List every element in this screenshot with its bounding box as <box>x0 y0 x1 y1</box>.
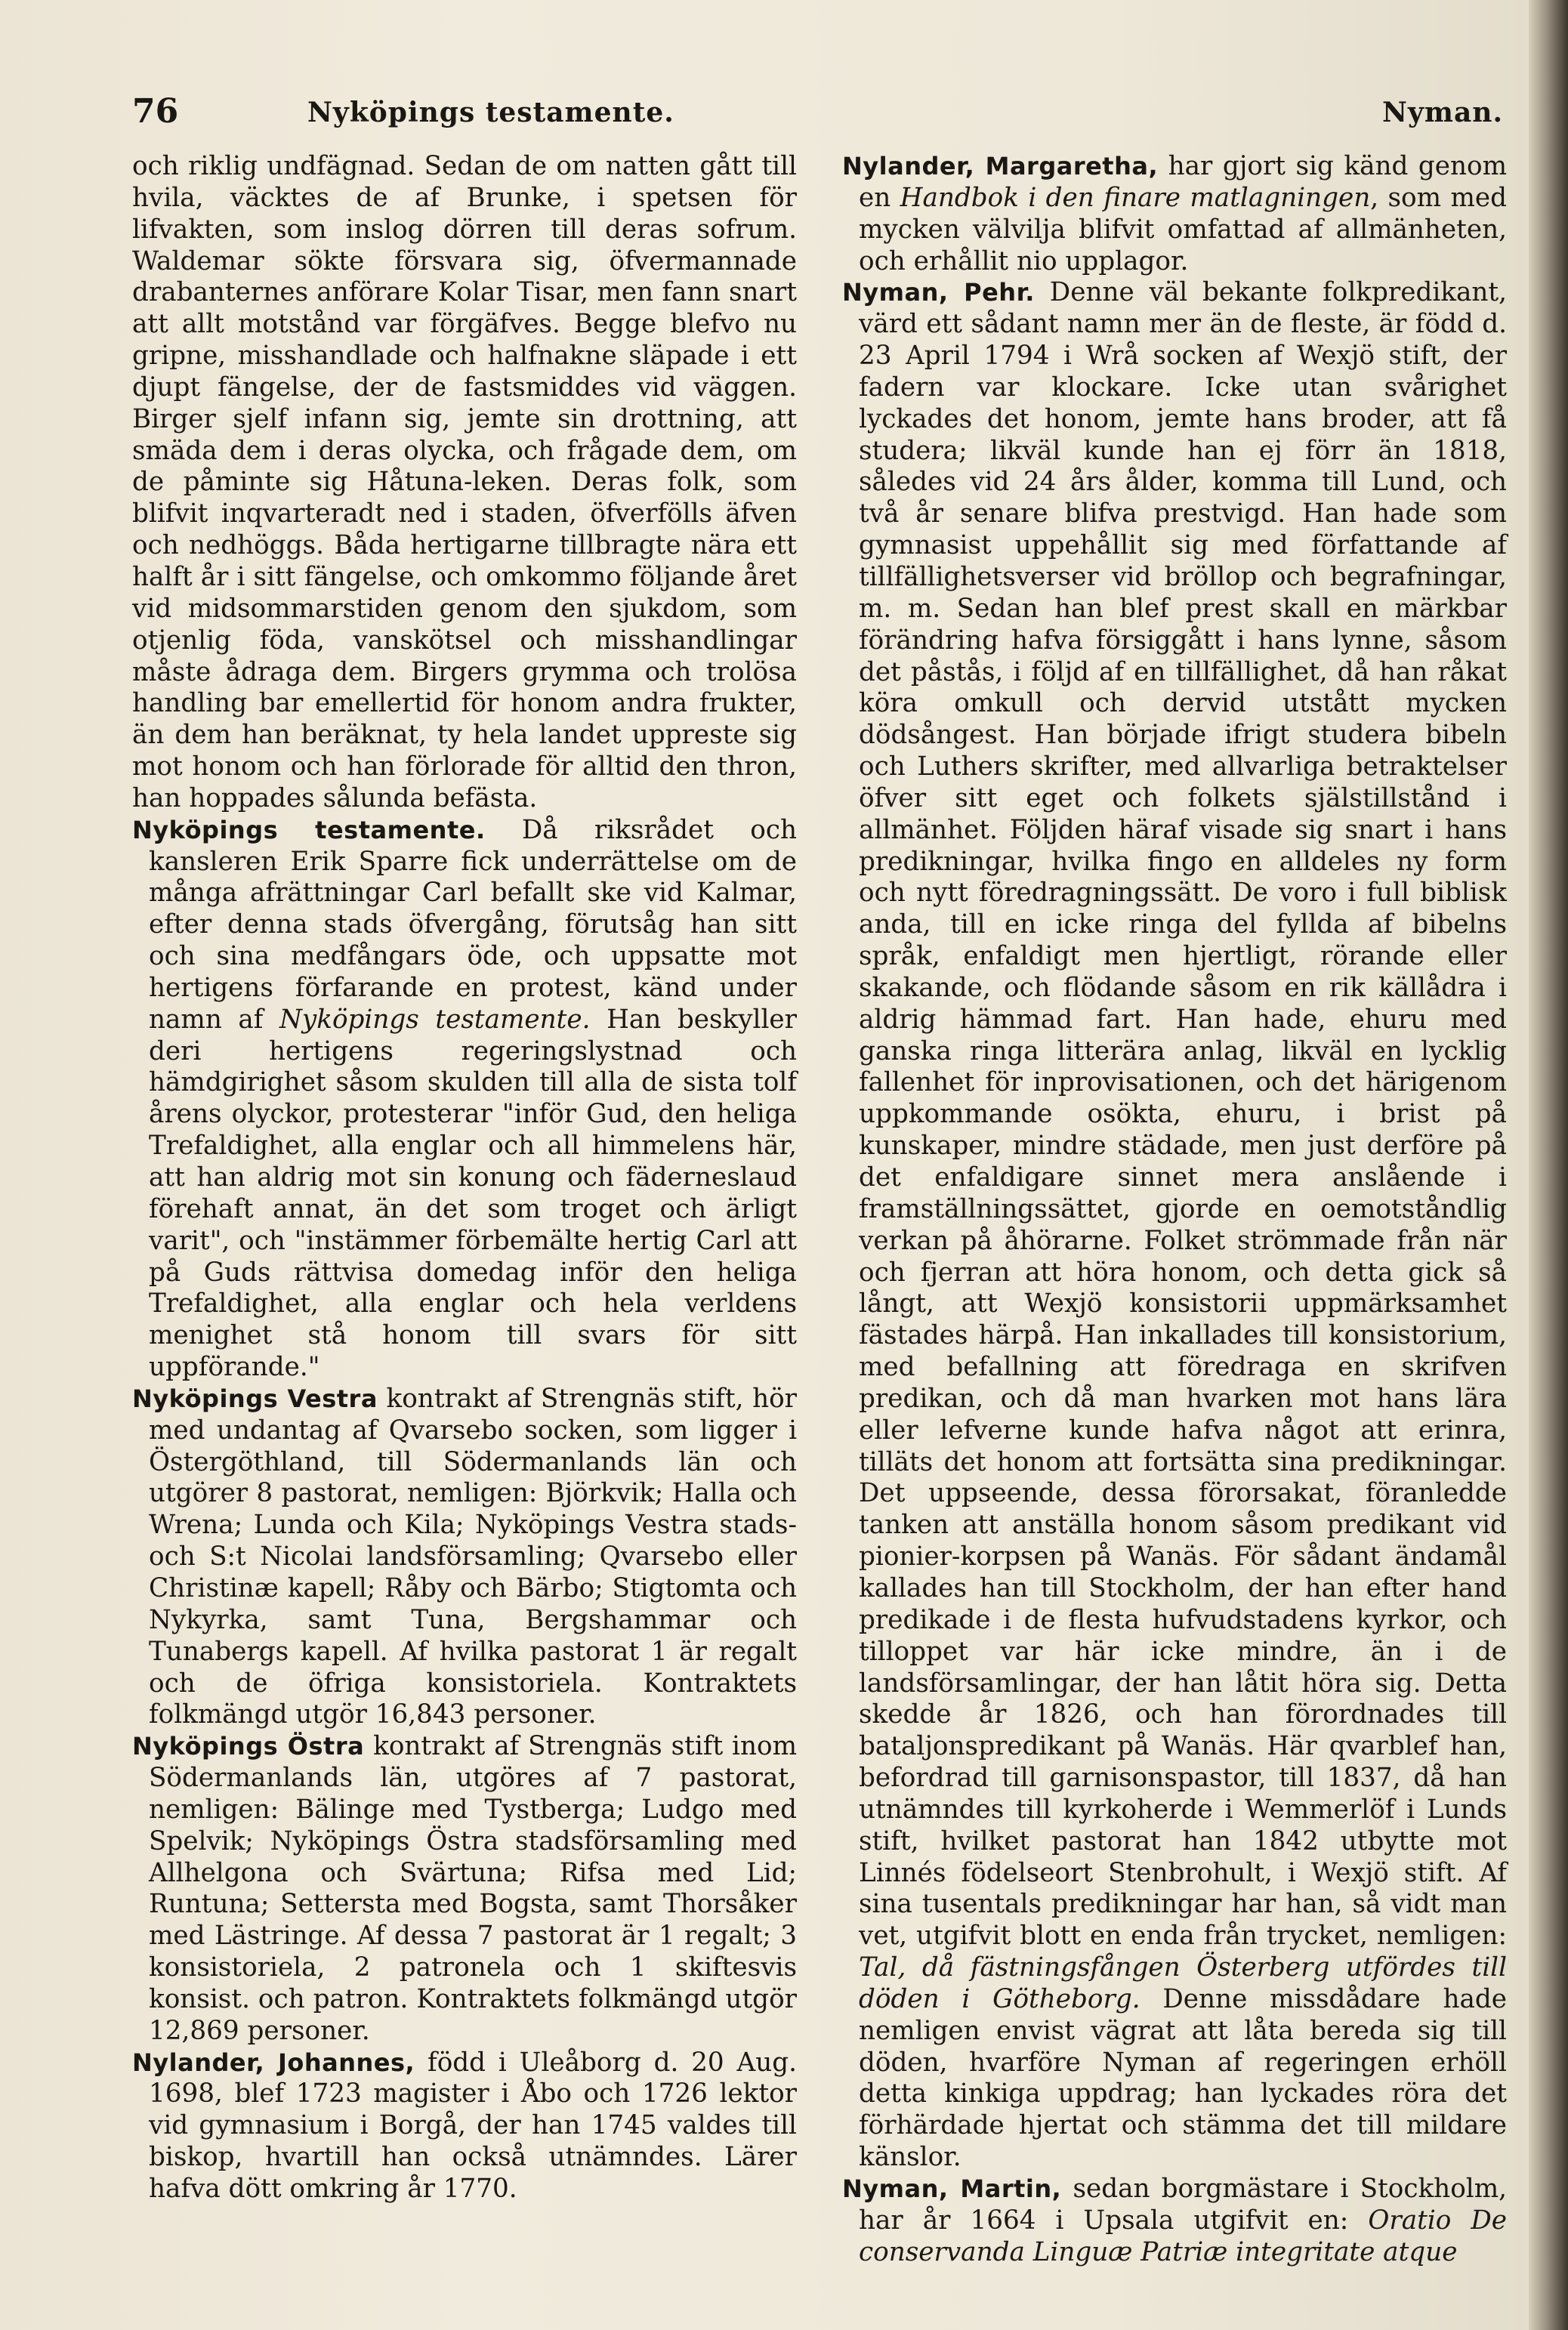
entry-text: Denne väl bekante folkpredikant, värd ett sådant namn mer än de fleste, är född d. 23 April 1794 i Wrå socken af Wexjö stift, der fadern var klockare. Icke utan svårighet lyckades det honom, jemte hans broder, att få studera; likväl kunde han ej förr än 1818, således vid 24 års ålder, komma till Lund, och två år senare blifva prestvigd. Han hade som gymnasist uppehållit sig med författande af tillfällighetsverser vid bröllop och begrafningar, m. m. Sedan han blef prest skall en märkbar förändring hafva försiggått i hans lynne, såsom det påstås, i följd af en tillfällighet, då han råkat köra omkull och dervid utstått mycken dödsångest. Han började ifrigt studera bibeln och Luthers skrifter, med allvarliga betraktelser öfver sitt eget och folkets själstillstånd i allmänhet. Följden häraf visade sig snart i hans predikningar, hvilka fingo en alldeles ny form och nytt föredragningssätt. De voro i full biblisk anda, till en icke ringa del fyllda af bibelns språk, enfaldigt men hjertligt, rörande eller skakande, och flödande såsom en rik källådra i aldrig hämmad fart. Han hade, ehuru med ganska ringa litterära anlag, likväl en lycklig fallenhet för inprovisationen, och det härigenom uppkommande osökta, ehuru, i brist på kunskaper, mindre städade, men just derföre på det enfaldigare sinnet mera anslående i framställningssättet, gjorde en oemotståndlig verkan på åhörarne. Folket strömmade från när och fjerran att höra honom, och detta gick så långt, att Wexjö konsistorii uppmärksamhet fästades härpå. Han inkallades till konsistorium, med befallning att föredraga en skrifven predikan, och då man hvarken mot hans lära eller lefverne kunde hafva något att erinra, tilläts det honom att fortsätta sina predikningar. Det uppseende, dessa förorsakat, föranledde tanken att anställa honom såsom predikant vid pionier-korpsen på Wanäs. För sådant ändamål kallades han till Stockholm, der han efter hand predikade i de flesta hufvudstadens kyrkor, och tilloppet var här icke mindre, än i de landsförsamlingar, der han låtit höra sig. Detta skedde år 1826, och han förordnades till bataljonspredikant på Wanäs. Här qvarblef han, befordrad till garnisonspastor, till 1837, då han utnämndes till kyrkoherde i Wemmerlöf i Lunds stift, hvilket pastorat han 1842 utbytte mot Linnés födelseort Stenbrohult, i Wexjö stift. Af sina tusentals predikningar har han, så vidt man vet, utgifvit blott en enda från trycket, nemligen: <box>859 277 1507 1952</box>
entry-headword: Nyköpings Östra <box>132 1732 365 1761</box>
entry-italic-title: Handbok i den finare matlagningen <box>900 182 1371 213</box>
right-column <box>842 151 1507 2269</box>
entry-nykopings-vestra <box>132 1384 797 1731</box>
entry-nylander-margaretha <box>842 151 1507 277</box>
page-edge-shadow <box>1529 0 1568 2330</box>
entry-italic-title: Nyköpings testamente. <box>279 1004 591 1035</box>
entry-nyman-martin <box>842 2174 1507 2269</box>
entry-text: kontrakt af Strengnäs stift inom Södermanlands län, utgöres af 7 pastorat, nemligen: Bälinge med Tystberga; Ludgo med Spelvik; Nyköpings Östra stadsförsamling med Allhelgona och Svärtuna; Rifsa med Lid; Runtuna; Settersta med Bogsta, samt Thorsåker med Lästringe. Af dessa 7 pastorat är 1 regalt; 3 konsistoriela, 2 patronela och 1 skiftesvis konsist. och patron. Kontraktets folkmängd utgör 12,869 personer. <box>149 1731 798 2046</box>
entry-nylander-johannes <box>132 2048 797 2205</box>
entry-headword: Nylander, Margaretha, <box>842 152 1159 181</box>
entry-headword: Nyman, Martin, <box>842 2174 1062 2203</box>
page-header <box>132 92 1503 137</box>
entry-text: Denne missdådare hade nemligen envist vägrat att låta bereda sig till döden, hvarföre Nyman af regeringen erhöll detta kinkiga uppdrag; han lyckades röra det förhärdade hjertat och stämma det till mildare känslor. <box>859 1983 1507 2173</box>
entry-text: född i Uleåborg d. 20 Aug. 1698, blef 1723 magister i Åbo och 1726 lektor vid gymnasium i Borgå, der han 1745 valdes till biskop, hvartill han också utnämndes. Lärer hafva dött omkring år 1770. <box>149 2047 797 2204</box>
entry-headword: Nyköpings Vestra <box>132 1384 378 1413</box>
entry-italic-title: Oratio De conservanda Linguæ Patriæ integritate atque <box>859 2205 1507 2267</box>
entry-text: sedan borgmästare i Stockholm, har år 1664 i Upsala utgifvit en: <box>859 2174 1508 2236</box>
entry-text: , som med mycken välvilja blifvit omfattad af allmänheten, och erhållit nio upplagor. <box>859 182 1507 276</box>
entry-headword: Nyköpings testamente. <box>132 815 486 844</box>
page-number: 76 <box>132 92 179 131</box>
continuation-paragraph: och riklig undfägnad. Sedan de om natten gått till hvila, väcktes de af Brunke, i spetsen för lifvakten, som inslog dörren till deras sofrum. Waldemar sökte försvara sig, öfvermannade drabanternes anförare Kolar Tisar, men fann snart att allt motstånd var förgäfves. Begge blefvo nu gripne, misshandlade och halfnakne släpade i ett djupt fängelse, der de fastsmiddes vid väggen. Birger sjelf infann sig, jemte sin drottning, att smäda dem i deras olycka, och frågade dem, om de påminte sig Håtuna-leken. Deras folk, som blifvit inqvarteradt ned i staden, öfverfölls äfven och nedhöggs. Båda hertigarne tillbragte nära ett halft år i sitt fängelse, och omkommo följande året vid midsommarstiden genom den sjukdom, som otjenlig föda, vanskötsel och misshandlingar måste ådraga dem. Birgers grymma och trolösa handling bar emellertid för honom andra frukter, än dem han beräknat, ty hela landet uppreste sig mot honom och han förlorade för alltid den thron, han hoppades sålunda befästa. <box>132 151 797 813</box>
entry-text: Han beskyller deri hertigens regeringslystnad och hämdgirighet såsom skulden till alla de sista tolf årens olyckor, protesterar "inför Gud, den heliga Trefaldighet, alla englar och all himmelens här, att han aldrig mot sin konung och fäderneslaud förehaft annat, än det som troget och ärligt varit", och "instämmer förbemälte hertig Carl att på Guds rättvisa domedag inför den heliga Trefaldighet, alla englar och hela verldens menighet stå honom till svars för sitt uppförande." <box>149 1004 797 1383</box>
entry-nykopings-testamente <box>132 815 797 1384</box>
entry-nykopings-ostra <box>132 1731 797 2047</box>
entry-text: Då riksrådet och kansleren Erik Sparre fick underrättelse om de många afrättningar Carl befallt ske vid Kalmar, efter denna stads öfvergång, förutsåg han sitt och sina medfångars öde, och uppsatte mot hertigens förfarande en protest, känd under namn af <box>149 814 798 1035</box>
running-head-left: Nyköpings testamente. <box>307 97 674 128</box>
entry-text: kontrakt af Strengnäs stift, hör med undantag af Qvarsebo socken, som ligger i Östergöthland, till Södermanlands län och utgörer 8 pastorat, nemligen: Björkvik; Halla och Wrena; Lunda och Kila; Nyköpings Vestra stads- och S:t Nicolai landsförsamling; Qvarsebo eller Christinæ kapell; Råby och Bärbo; Stigtomta och Nykyrka, samt Tuna, Bergshammar och Tunabergs kapell. Af hvilka pastorat 1 är regalt och de öfriga konsistoriela. Kontraktets folkmängd utgör 16,843 personer. <box>149 1383 798 1730</box>
entry-headword: Nyman, Pehr. <box>842 278 1035 307</box>
entry-headword: Nylander, Johannes, <box>132 2048 415 2077</box>
left-column <box>132 151 797 2205</box>
running-head-right: Nyman. <box>1382 97 1503 128</box>
entry-nyman-pehr <box>842 277 1507 2174</box>
entry-text: har gjort sig känd genom en <box>859 151 1508 213</box>
entry-italic-title: Tal, då fästningsfången Österberg utfördes till döden i Götheborg. <box>859 1952 1507 2014</box>
